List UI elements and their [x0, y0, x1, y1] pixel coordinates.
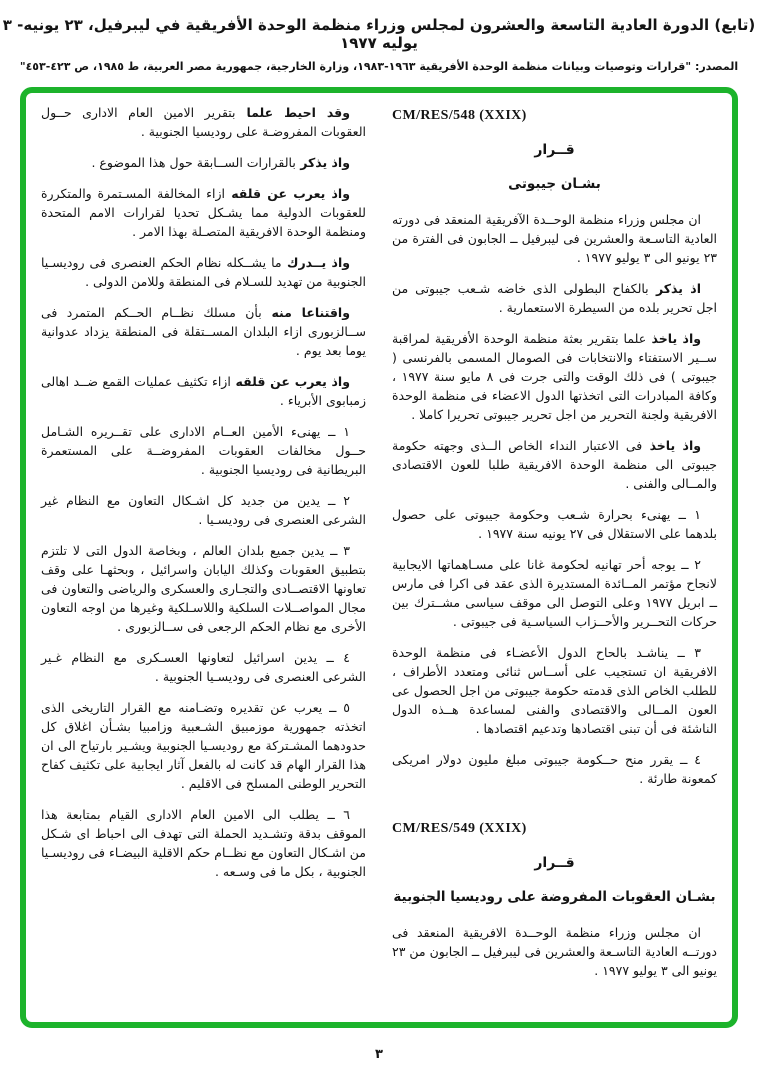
resolution-ref-548: CM/RES/548 (XXIX): [392, 108, 527, 123]
item-number: ٢ ــ: [675, 557, 701, 573]
two-column-layout: [26, 93, 732, 1000]
numbered-item: [41, 422, 366, 479]
paragraph-text: يوجه أحر تهانيه لحكومة غانا على مسـاهماتها الايجابية لانجاح مؤتمر المــائدة المستديرة الذى عقد فى اكرا فى مارس ــ ابريل ١٩٧٧ وعلى التوصل الى موقف سياسى مشــترك بين حركات التحــرير والأحــزاب السياسـية فى جيبوتى .: [392, 557, 717, 630]
paragraph: [41, 372, 366, 410]
item-number: ٦ ــ: [319, 807, 350, 822]
resolution-ref-549: CM/RES/549 (XXIX): [392, 821, 527, 837]
numbered-item: [41, 491, 366, 529]
page-header: [0, 16, 758, 73]
document-frame: [20, 87, 738, 1028]
paragraph-text: علما بتقرير بعثة منظمة الوحدة الأفريقية لمراقبة ســير الاستفتاء والانتخابات فى الصومال المسمى بالفرنسى ( جيبوتى ) فى ذلك الوقت والتى جرت فى ٨ مايو سنة ١٩٧٧ ، وكافة المبادرات التى اتخذتها الدول الاعضاء فى منظمة الوحدة الافريقية ولجنة التحرير من اجل تحرير جيبوتى تحريرا كاملا .: [392, 331, 717, 423]
paragraph: [392, 279, 717, 317]
paragraph-text: ازاء تكثيف عمليات القمع ضــد اهالى زمبابوى الأبرياء .: [41, 374, 366, 408]
page-number: ٣: [375, 1047, 383, 1062]
paragraph: [41, 153, 366, 172]
paragraph-text: بأن مسلك نظــام الحــكم المتمرد فى ســالزبورى ازاء البلدان المســتقلة فى المنطقة يزداد عدوانية يوما بعد يوم .: [41, 305, 366, 358]
session-title: (تابع) الدورة العادية التاسعة والعشرون لمجلس وزراء منظمة الوحدة الأفريقية في ليبرفيل، ٢٣ يونيه- ٣ يوليه ١٩٧٧: [2, 16, 756, 52]
item-number: ٣ ــ: [668, 645, 701, 661]
paragraph-text: بالكفاح البطولى الذى خاضه شـعب جيبوتى من اجل تحرير بلده من السيطرة الاستعمارية .: [392, 281, 717, 316]
paragraph-text: فى الاعتبار النداء الخاص الــذى وجهته حكومة جيبوتى الى منظمة الوحدة الافريقية طلبا للعون الاقتصادى والمــالى والفنى .: [392, 438, 717, 492]
numbered-item: [41, 541, 366, 636]
paragraph-text: بالقرارات الســابقة حول هذا الموضوع .: [91, 155, 296, 170]
paragraph-text: يناشـد بالحاح الدول الأعضـاء فى منظمة الوحدة الافريقية ان تستجيب على أســاس ثنائى ومتعدد الأطراف ، للطلب الخاص الذى قدمته حكومة جيبوتى من اجل الحصول عى العون المــالى والاقتصادى والفنى لمساعدة هــذه الدول الناشئة فى أن تبنى اقتصادها وتدعيم اقتصادها .: [392, 645, 717, 737]
numbered-item: [41, 648, 366, 686]
paragraph: [392, 210, 717, 267]
paragraph-lead: واذ يــدرك: [281, 255, 350, 270]
paragraph-text: ان مجلس وزراء منظمة الوحــدة الافريقية المنعقد فى دورتــه العادية التاسـعة والعشرين فى ليبرفيل ــ الجابون من ٢٣ يونيو الى ٣ يوليو ١٩٧٧ .: [392, 925, 717, 979]
paragraph: [392, 329, 717, 424]
paragraph-text: يقرر منح حــكومة جيبوتى مبلغ مليون دولار امريكى كمعونة طارئة .: [392, 752, 717, 787]
item-number: ٢ ــ: [320, 493, 350, 508]
paragraph-lead: اذ يذكر: [648, 281, 701, 297]
paragraph-text: يهنىء بحرارة شـعب وحكومة جيبوتى على حصول بلدهما على الاستقلال فى ٢٧ يونيه سنة ١٩٧٧ .: [392, 507, 717, 542]
paragraph: [41, 303, 366, 360]
paragraph: [392, 436, 717, 493]
paragraph-lead: واذ ياخذ: [646, 331, 701, 347]
resolution-title-549: قــرار: [534, 855, 575, 872]
item-number: ٣ ــ: [324, 543, 350, 558]
item-number: ٥ ــ: [322, 700, 350, 715]
paragraph-lead: واذ ياخذ: [642, 438, 702, 454]
numbered-item: [392, 643, 717, 738]
resolution-subject-549: بشـان العقوبات المفروضة على روديسيا الجنوبية: [393, 888, 716, 905]
column-left: [41, 103, 366, 992]
resolution-title-548: قــرار: [534, 142, 575, 159]
paragraph-text: بتقرير الامين العام الادارى حــول العقوبات المفروضـة على روديسيا الجنوبية .: [41, 105, 366, 139]
paragraph-text: يعرب عن تقديره وتضـامنه مع القرار التاريخى الذى اتخذته جمهورية موزمبيق الشـعبية وزامبيا بشـأن اغلاق كل حدودهما المشـتركة مع روديسـيا الجنوبية ويشـير بارتياح الى ان هذا القرار الهام قد كانت له بالفعل آثار ايجابية على تكثيف كفاح التحرير الوطنى المسلح فى الاقليم .: [41, 700, 366, 791]
resolution-subject-548: بشـان جيبوتى: [508, 175, 601, 192]
item-number: ٤ ــ: [673, 752, 701, 768]
numbered-item: [41, 805, 366, 881]
paragraph-text: يدين اسرائيل لتعاونها العسـكرى مع النظام غـير الشرعى العنصرى فى روديسـيا الجنوبية .: [41, 650, 366, 684]
paragraph-text: يطلب الى الامين العام الادارى القيام بمتابعة هذا الموقف بدقة وتشـديد الحملة التى تهدف الى احباط اى شـكل من اشـكال التعاون مع نظــام حكم الاقلية البيضـاء فى روديسـيا الجنوبية ، بكل ما فى وسـعه .: [41, 807, 366, 879]
item-number: ١ ــ: [320, 424, 350, 439]
paragraph: [392, 923, 717, 980]
paragraph-text: ان مجلس وزراء منظمة الوحــدة الآفريقية المنعقد فى دورته العادية التاسـعة والعشرين فى ليبرفيل ــ الجابون فى الفترة من ٢٣ يونيو الى ٣ يوليو ١٩٧٧ .: [392, 212, 717, 266]
paragraph-text: يدين جميع بلدان العالم ، وبخاصة الدول التى لا تلتزم بتطبيق العقوبات وكذلك اليابان واسرائيل ، وبحثهـا على وقف تعاونها الاقتصــادى والتجـارى والعسكرى والرياضى والتعاون فى مجال المواصــلات السلكية واللاسـلكية وغيرها من اوجه التعاون الأخرى مع نظام الحكم الرجعى فى ســالزبورى .: [41, 543, 366, 634]
paragraph-text: يهنىء الأمين العــام الادارى على تقــريره الشـامل حــول مخالفات العقوبات المفروضــة على المستعمرة البريطانية فى روديسيا الجنوبية .: [41, 424, 366, 477]
item-number: ٤ ــ: [317, 650, 350, 665]
paragraph: [41, 103, 366, 141]
item-number: ١ ــ: [670, 507, 701, 523]
paragraph-lead: واذ يذكر: [295, 155, 350, 170]
paragraph: [41, 184, 366, 241]
numbered-item: [392, 555, 717, 631]
paragraph-lead: واقتناعا منه: [261, 305, 350, 320]
paragraph-text: ازاء المخالفة المسـتمرة والمتكررة للعقوبات الدولية مما يشـكل تحديا لقرارات الامم المتحدة ومنظمة الوحدة الافريقية المتصـلة بهذا الامر .: [41, 186, 366, 239]
paragraph-text: يدين من جديد كل اشـكال التعاون مع النظام غير الشرعى العنصرى فى روديسـيا .: [41, 493, 366, 527]
source-citation: المصدر: "قرارات وتوصيات وبيانات منظمة الوحدة الأفريقية ١٩٦٣-١٩٨٣، وزارة الخارجية، جمهورية مصر العربية، ط ١٩٨٥، ص ٤٢٣-٤٥٣": [19, 60, 739, 73]
numbered-item: [392, 750, 717, 788]
numbered-item: [41, 698, 366, 793]
paragraph-lead: واذ يعرب عن قلقه: [225, 186, 350, 201]
paragraph-lead: وقد احيط علما: [235, 105, 350, 120]
paragraph: [41, 253, 366, 291]
paragraph-text: ما يشــكله نظام الحكم العنصرى فى روديسـيا الجنوبية من تهديد للسـلام فى المنطقة وللامن الدولى .: [41, 255, 366, 289]
paragraph-lead: واذ يعرب عن قلقه: [230, 374, 350, 389]
numbered-item: [392, 505, 717, 543]
column-right: [392, 103, 717, 992]
